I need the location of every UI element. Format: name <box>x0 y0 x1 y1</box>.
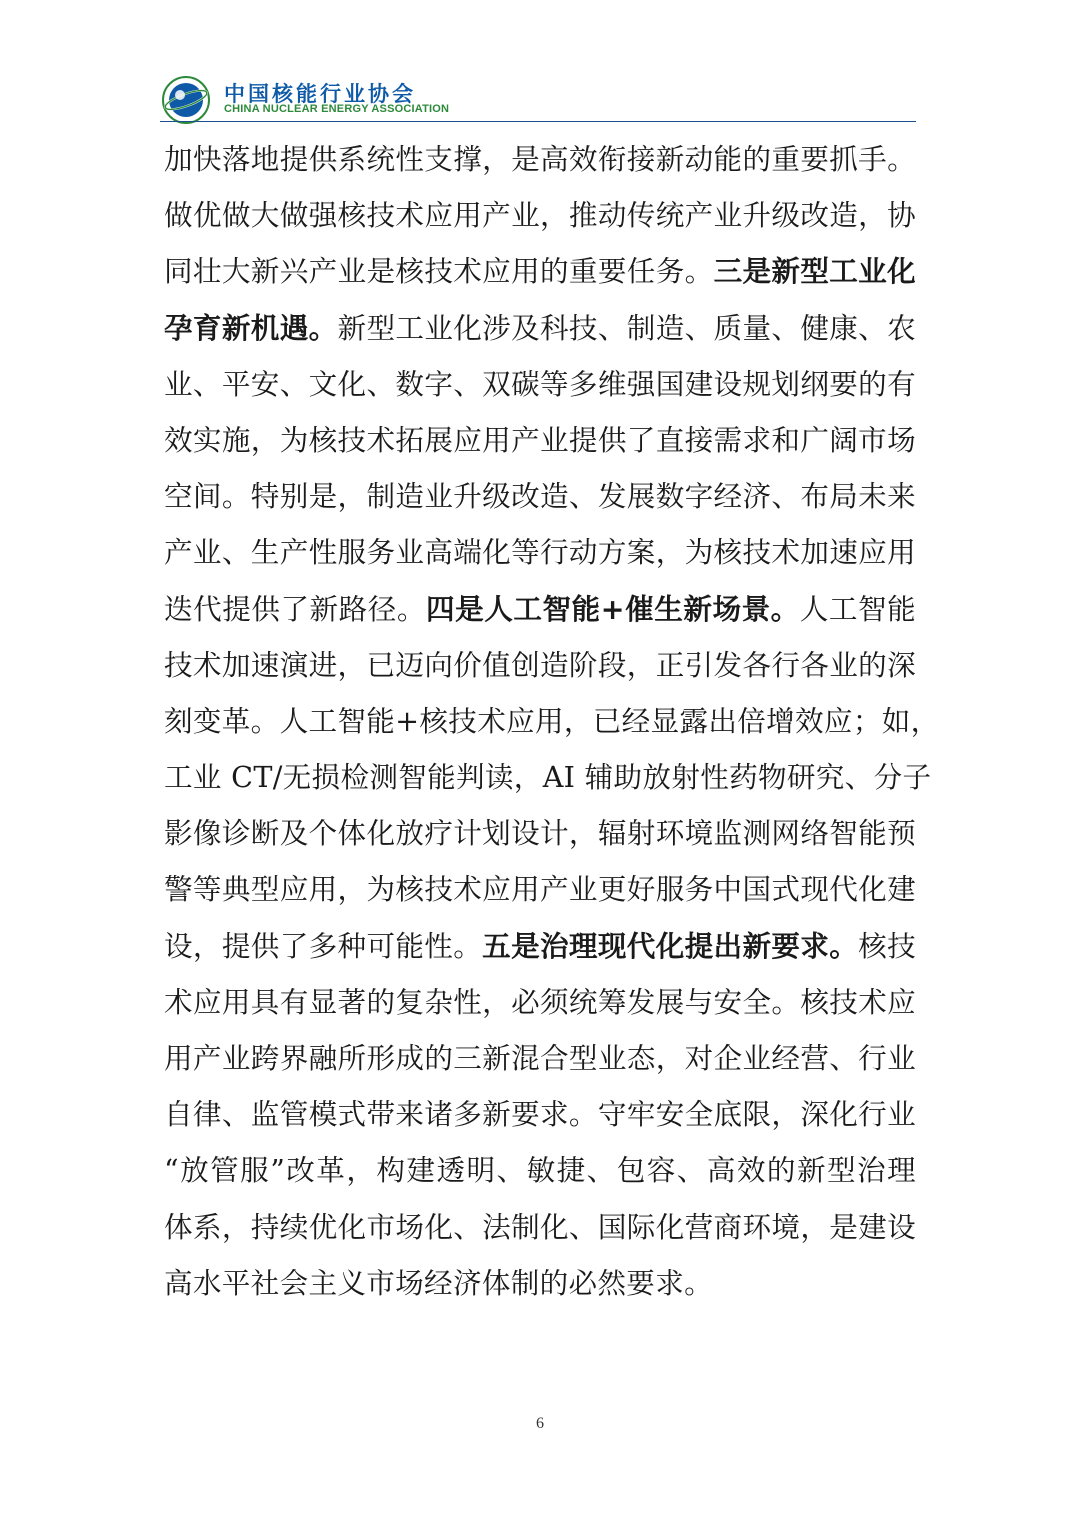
text-line <box>164 412 916 468</box>
text-line <box>164 918 916 974</box>
text-line <box>164 187 916 243</box>
org-name-cn: 中国核能行业协会 <box>224 82 416 106</box>
text-run: 业、平安、文化、数字、双碳等多维强国建设规划纲要的有 <box>164 366 916 401</box>
bold-run: 四是人工智能+催生新场景。 <box>426 591 800 626</box>
text-run: 做优做大做强核技术应用产业，推动传统产业升级改造，协 <box>164 198 916 233</box>
text-run: 核技 <box>858 928 916 963</box>
text-run: 影像诊断及个体化放疗计划设计，辐射环境监测网络智能预 <box>164 816 916 851</box>
text-line <box>164 749 932 805</box>
text-run: 新型工业化涉及科技、制造、质量、健康、农 <box>337 310 916 345</box>
bold-run: 五是治理现代化提出新要求。 <box>482 928 859 963</box>
text-run: 设，提供了多种可能性。 <box>164 928 483 963</box>
text-line <box>164 1030 916 1086</box>
text-line <box>164 1142 916 1198</box>
text-run: “放管服”改革，构建透明、敏捷、包容、高效的新型治理 <box>164 1153 916 1188</box>
text-line <box>164 131 916 187</box>
text-run: 术应用具有显著的复杂性，必须统筹发展与安全。核技术应 <box>164 984 916 1019</box>
text-line <box>164 243 916 299</box>
text-line <box>164 581 916 637</box>
text-run: 高水平社会主义市场经济体制的必然要求。 <box>164 1265 713 1300</box>
text-run: 警等典型应用，为核技术应用产业更好服务中国式现代化建 <box>164 872 916 907</box>
text-run: 效实施，为核技术拓展应用产业提供了直接需求和广阔市场 <box>164 422 916 457</box>
document-header <box>160 74 918 124</box>
text-run: 工业 CT/无损检测智能判读，AI 辅助放射性药物研究、分子 <box>164 760 932 795</box>
body-text <box>164 131 940 1311</box>
text-line <box>164 861 916 917</box>
text-run: 刻变革。人工智能+核技术应用，已经显露出倍增效应；如， <box>164 703 940 738</box>
text-run: 迭代提供了新路径。 <box>164 591 426 626</box>
text-run: 体系，持续优化市场化、法制化、国际化营商环境，是建设 <box>164 1209 916 1244</box>
bold-run: 三是新型工业化 <box>713 254 916 289</box>
text-run: 人工智能 <box>799 591 917 626</box>
text-run: 同壮大新兴产业是核技术应用的重要任务。 <box>164 254 714 289</box>
text-run: 用产业跨界融所形成的三新混合型业态，对企业经营、行业 <box>164 1041 916 1075</box>
text-line <box>164 300 916 356</box>
header-divider <box>160 121 916 122</box>
text-run: 空间。特别是，制造业升级改造、发展数字经济、布局未来 <box>164 479 916 514</box>
text-line <box>164 805 916 861</box>
text-line <box>164 524 916 580</box>
bold-run: 孕育新机遇。 <box>164 310 338 345</box>
text-run: 自律、监管模式带来诸多新要求。守牢安全底限，深化行业 <box>164 1097 916 1132</box>
text-run: 产业、生产性服务业高端化等行动方案，为核技术加速应用 <box>164 535 916 570</box>
text-run: 加快落地提供系统性支撑，是高效衔接新动能的重要抓手。 <box>164 142 916 176</box>
text-line <box>164 1255 916 1311</box>
page-number: 6 <box>536 1415 544 1432</box>
text-line <box>164 1086 916 1142</box>
org-name-en: CHINA NUCLEAR ENERGY ASSOCIATION <box>224 103 450 115</box>
text-line <box>164 356 916 412</box>
association-logo-icon <box>160 74 212 126</box>
text-line <box>164 637 916 693</box>
text-line <box>164 468 916 524</box>
text-run: 技术加速演进，已迈向价值创造阶段，正引发各行各业的深 <box>164 647 916 682</box>
text-line <box>164 693 940 749</box>
text-line <box>164 974 916 1030</box>
text-line <box>164 1199 916 1255</box>
